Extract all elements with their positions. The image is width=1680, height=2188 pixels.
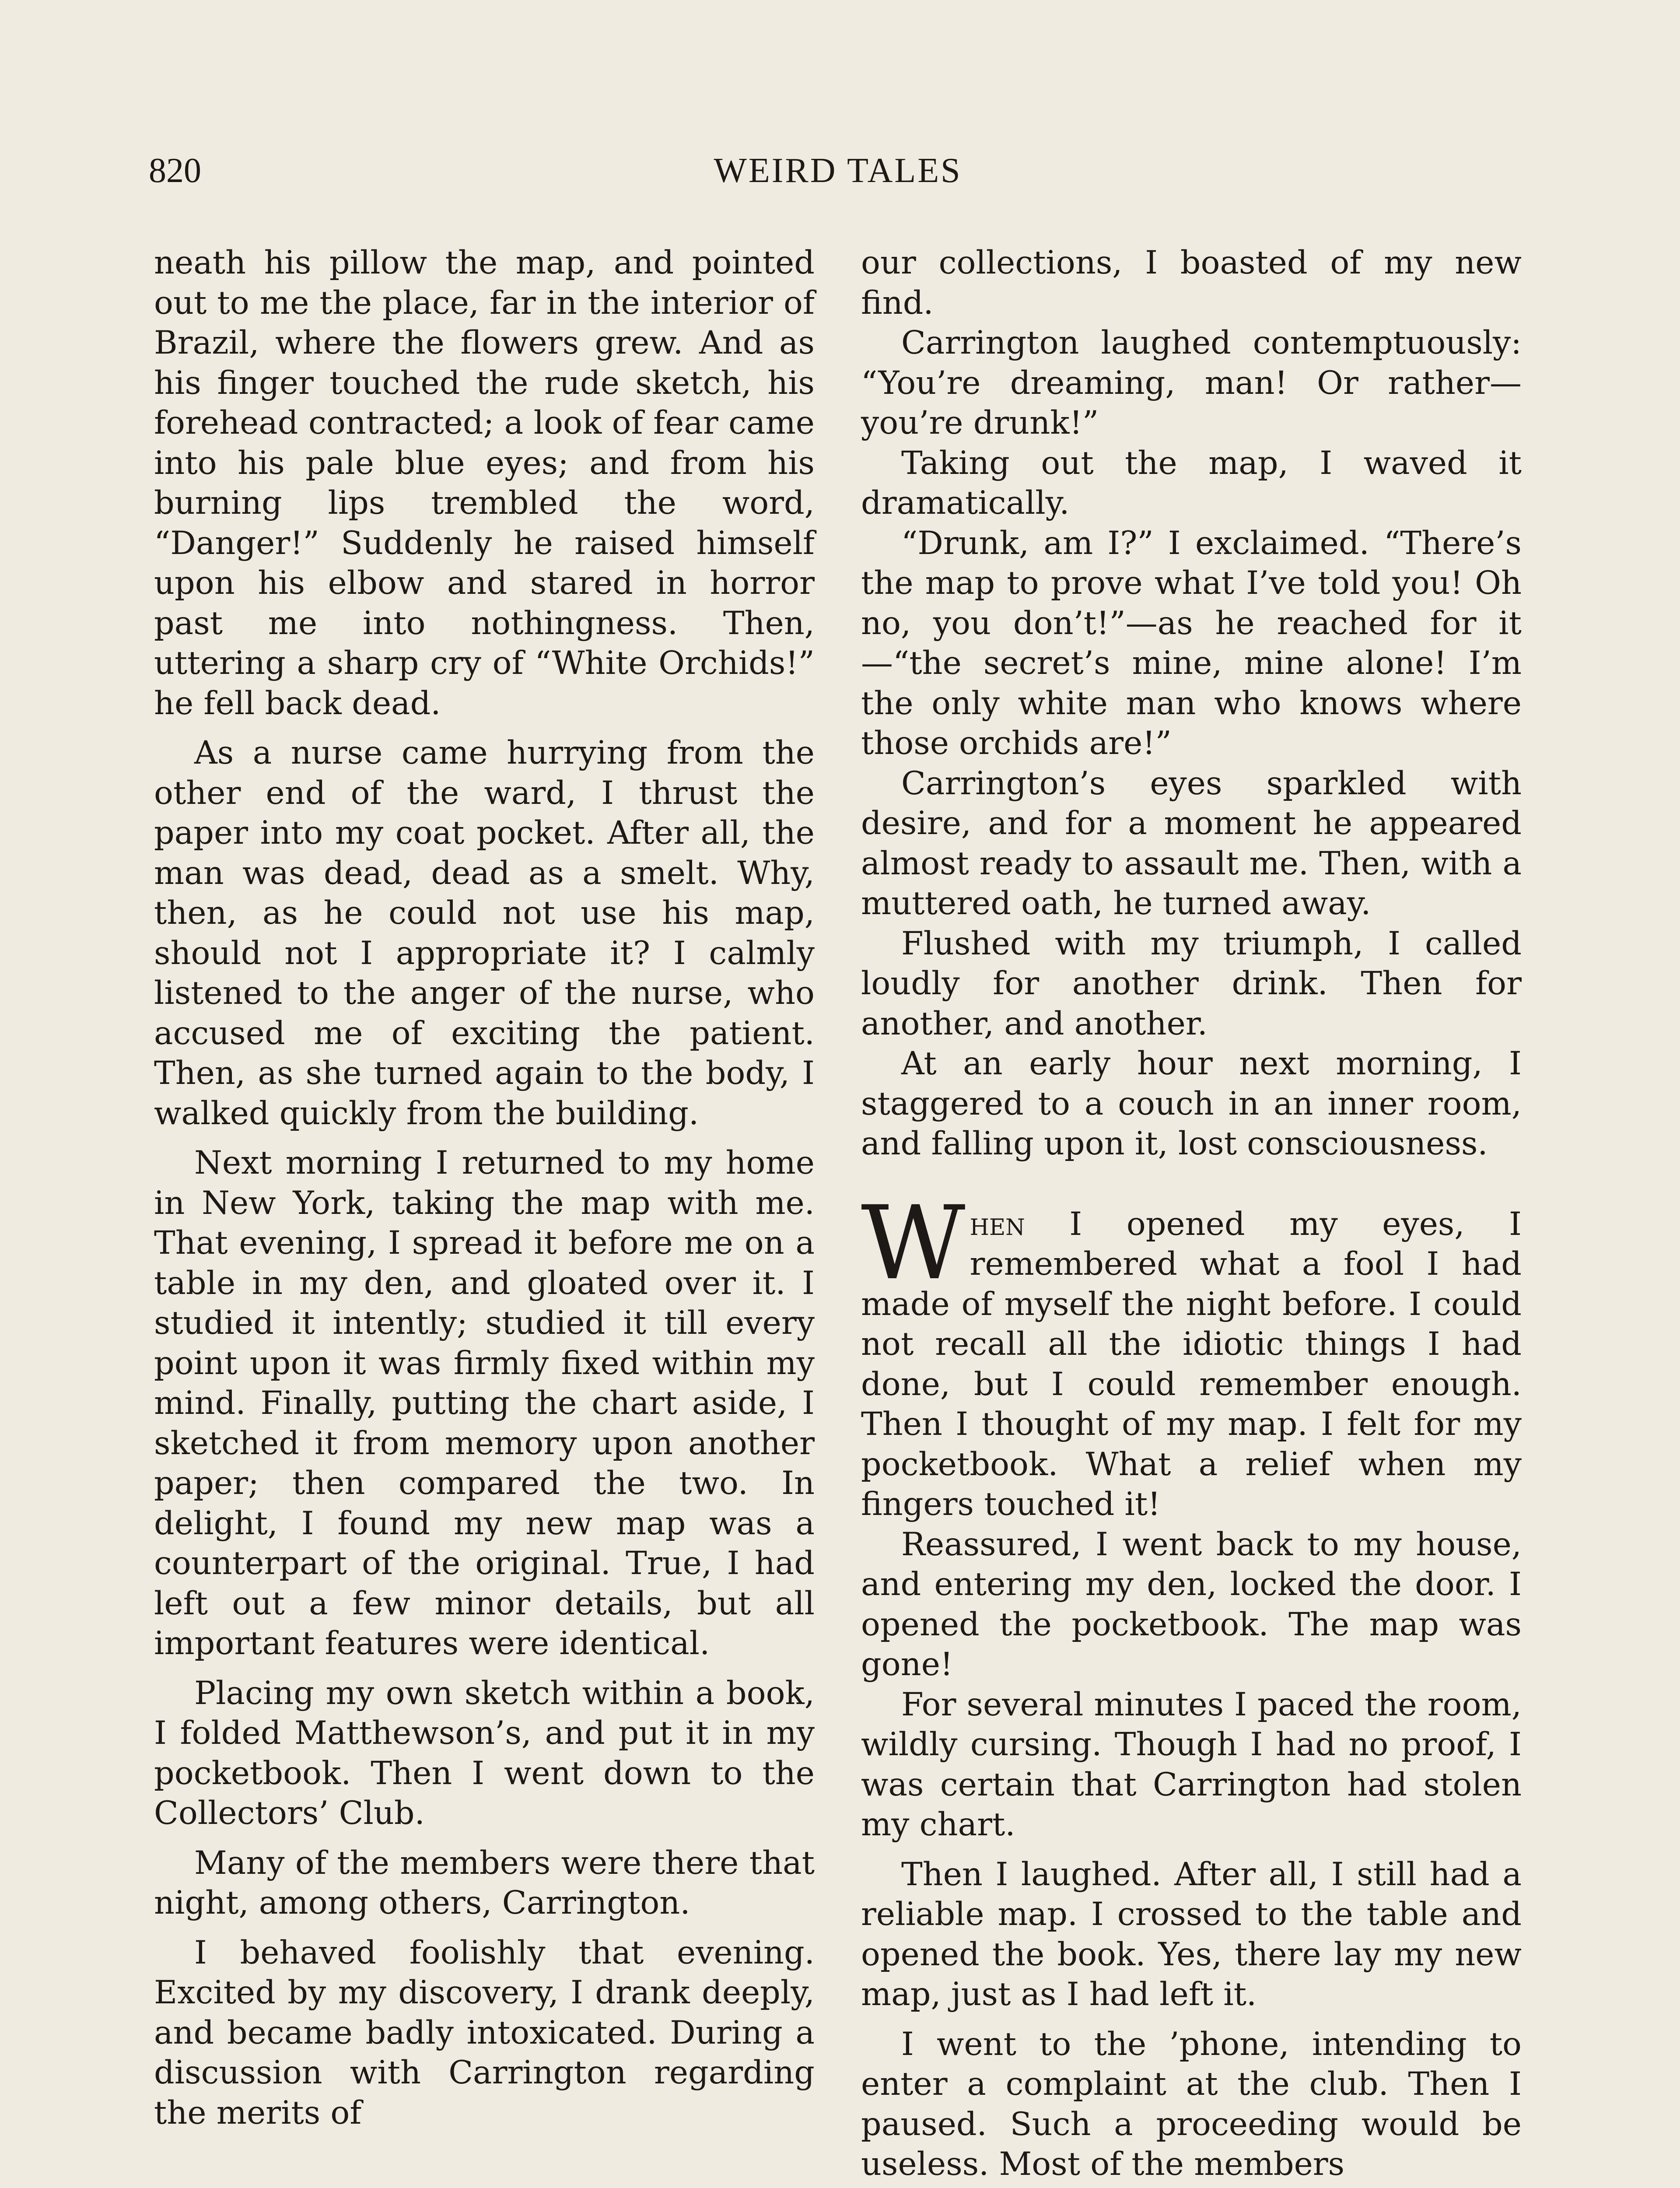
paragraph: our collections, I boasted of my new find.	[861, 244, 1522, 322]
paragraph: Many of the members were there that night, among others, Carrington.	[154, 1844, 815, 1922]
paragraph: neath his pillow the map, and pointed out to me the place, far in the interior of Brazil, where the flowers grew. And as his finger touched the rude sketch, his forehead contracted; a look of fear came into his pale blue eyes; and from his burning lips trembled the word, “Danger!” Suddenly he raised himself upon his elbow and stared in horror past me into nothingness. Then, uttering a sharp cry of “White Orchids!” he fell back dead.	[154, 244, 815, 722]
paragraph: Taking out the map, I waved it dramatically.	[861, 444, 1522, 522]
paragraph: As a nurse came hurrying from the other end of the ward, I thrust the paper into my coat pocket. After all, the man was dead, dead as a smelt. Why, then, as he could not use his map, should not I appropriate it? I calmly listened to the anger of the nurse, who accused me of exciting the patient. Then, as she turned again to the body, I walked quickly from the building.	[154, 734, 815, 1132]
small-caps-lead: hen	[970, 1205, 1025, 1243]
paragraph: I behaved foolishly that evening. Excited by my discovery, I drank deeply, and became badly intoxicated. During a discussion with Carrington regarding the merits of	[154, 1934, 815, 2132]
paragraph: Placing my own sketch within a book, I folded Matthewson’s, and put it in my pocketbook. Then I went down to the Collectors’ Club.	[154, 1674, 815, 1832]
paragraph: At an early hour next morning, I staggered to a couch in an inner room, and falling upon it, lost consciousness.	[861, 1045, 1522, 1162]
section-opening-text: I opened my eyes, I remembered what a fool I had made of myself the night before. I could not recall all the idiotic things	[861, 1205, 1522, 1363]
paragraph: “Drunk, am I?” I exclaimed. “There’s the map to prove what I’ve told you! Oh no, you don’t!”—as he reached for it—“the secret’s mine, mine alone! I’m the only white man who knows where those orchids are!”	[861, 524, 1522, 762]
paragraph: Next morning I returned to my home in New York, taking the map with me. That evening, I spread it before me on a table in my den, and gloated over it. I studied it intently; studied it till every point upon it was firmly fixed within my mind. Finally, putting the chart aside, I sketched it from memory upon another paper; then compared the two. In delight, I found my new map was a counterpart of the original. True, I had left out a few minor details, but all important features were identical.	[154, 1144, 815, 1662]
paragraph: Flushed with my triumph, I called loudly for another drink. Then for another, and another.	[861, 925, 1522, 1042]
paragraph: I went to the ’phone, intending to enter a complaint at the club. Then I paused. Such a proceeding would be useless. Most of the members	[861, 2025, 1522, 2183]
paragraph: Carrington’s eyes sparkled with desire, and for a moment he appeared almost ready to assault me. Then, with a muttered oath, he turned away.	[861, 764, 1522, 922]
right-column	[861, 243, 1522, 2184]
section-opening-paragraph	[861, 1184, 1522, 1525]
page-header	[149, 144, 1527, 197]
paragraph: Reassured, I went back to my house, and entering my den, locked the door. I opened the pocketbook. The map was gone!	[861, 1525, 1522, 1683]
paragraph: For several minutes I paced the room, wildly cursing. Though I had no proof, I was certain that Carrington had stolen my chart.	[861, 1686, 1522, 1843]
page-number: 820	[149, 151, 201, 190]
drop-cap: W	[861, 1184, 966, 1302]
paragraph: Carrington laughed contemptuously: “You’re dreaming, man! Or rather—you’re drunk!”	[861, 324, 1522, 442]
left-column	[154, 243, 815, 2133]
paragraph: Then I laughed. After all, I still had a reliable map. I crossed to the table and opened the book. Yes, there lay my new map, just as I had left it.	[861, 1855, 1522, 2013]
section-opening-continuation: I had done, but I could remember enough. Then I thought of my map. I felt for my pocketbook. What a relief when my fingers touched it!	[861, 1325, 1522, 1523]
running-title: WEIRD TALES	[714, 151, 962, 190]
